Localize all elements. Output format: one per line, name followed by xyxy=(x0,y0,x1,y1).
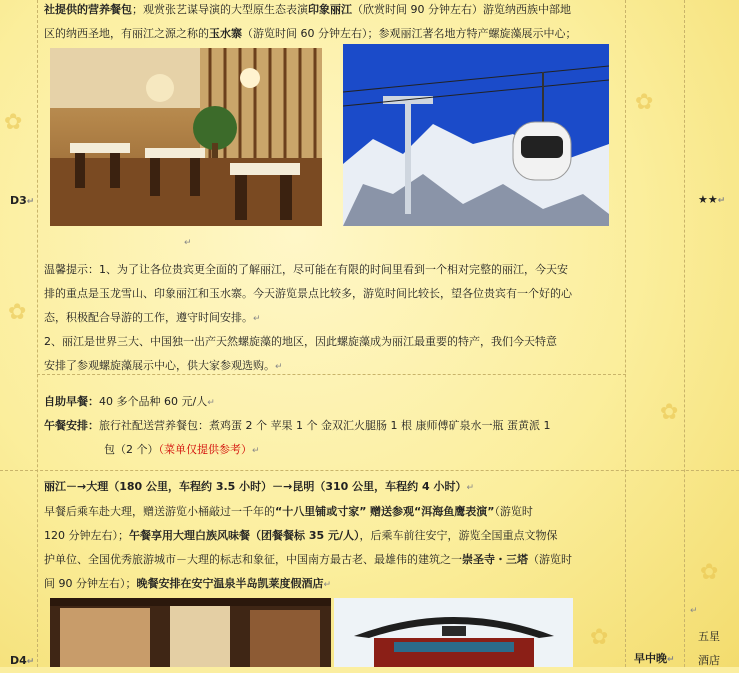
table-border xyxy=(625,0,626,667)
table-border xyxy=(0,470,739,471)
flower-decoration: ✿ xyxy=(660,400,679,425)
table-border xyxy=(684,0,685,667)
table-border xyxy=(37,0,38,667)
flower-decoration: ✿ xyxy=(8,300,27,325)
tip-line-4: 2、丽江是世界三大、中国独一出产天然螺旋藻的地区，因此螺旋藻成为丽江最重要的特产，我们今天特意 xyxy=(44,335,557,348)
restaurant-photo xyxy=(50,48,322,226)
cable-car-photo xyxy=(343,44,609,226)
d4-body-line-2: 120 分钟左右）；午餐享用大理白族风味餐（团餐餐标 35 元/人），后乘车前往安宁，游览全国重点文物保 xyxy=(44,529,558,542)
d4-body-line-1: 早餐后乘车赴大理，赠送游览小桶敲过一千年的“十八里铺或寸家” 赠送参观“洱海鱼鹰表演”（游览时 xyxy=(44,505,533,518)
hotel-level-2: 酒店 xyxy=(698,654,720,667)
meals-included: 早中晚↵ xyxy=(634,652,675,665)
paragraph-mark: ↵ xyxy=(690,606,698,616)
tip-line-5: 安排了参观螺旋藻展示中心，供大家参观选购。↵ xyxy=(44,359,283,372)
tip-line-1: 温馨提示：1、为了让各位贵宾更全面的了解丽江，尽可能在有限的时间里看到一个相对完整的丽江，今天安 xyxy=(44,263,568,276)
hotel-level: 五星 xyxy=(698,630,720,643)
pagoda-gate-photo xyxy=(334,598,573,667)
empty-paragraph-mark: ↵ xyxy=(184,238,192,248)
menu-note: （菜单仅提供参考） xyxy=(158,443,252,456)
d3-intro-line-1: 社提供的营养餐包；观赏张艺谋导演的大型原生态表演印象丽江（欣赏时间 90 分钟左右）游览纳西族中部地 xyxy=(44,3,571,16)
d4-route: 丽江－→大理（180 公里，车程约 3.5 小时）－→昆明（310 公里，车程约 4 小时）↵ xyxy=(44,480,475,493)
flower-decoration: ✿ xyxy=(590,625,609,650)
lunch-line-2: 包（2 个）（菜单仅提供参考）↵ xyxy=(104,443,260,456)
flower-decoration: ✿ xyxy=(635,90,654,115)
hotel-interior-photo xyxy=(50,598,331,667)
day-number: D3↵ xyxy=(10,194,35,207)
tip-line-3: 态，积极配合导游的工作，遵守时间安排。↵ xyxy=(44,311,261,324)
flower-decoration: ✿ xyxy=(4,110,23,135)
d4-body-line-4: 间 90 分钟左右）；晚餐安排在安宁温泉半岛凯莱度假酒店↵ xyxy=(44,577,332,590)
day-number: D4↵ xyxy=(10,654,35,667)
flower-decoration: ✿ xyxy=(700,560,719,585)
lunch-line: 午餐安排：旅行社配送营养餐包：煮鸡蛋 2 个 苹果 1 个 金双汇火腿肠 1 根 康师傅矿泉水一瓶 蛋黄派 1 xyxy=(44,419,551,432)
rating-stars: ★★↵ xyxy=(698,193,726,206)
d4-body-line-3: 护单位、全国优秀旅游城市－大理的标志和象征，中国南方最古老、最雄伟的建筑之一崇圣寺・三塔（游览时 xyxy=(44,553,572,566)
tip-line-2: 排的重点是玉龙雪山、印象丽江和玉水寨。今天游览景点比较多，游览时间比较长，望各位贵宾有一个好的心 xyxy=(44,287,572,300)
d3-intro-line-2: 区的纳西圣地，有丽江之源之称的玉水寨（游览时间 60 分钟左右）；参观丽江著名地方特产螺旋藻展示中心； xyxy=(44,27,577,40)
breakfast-line: 自助早餐：40 多个品种 60 元/人↵ xyxy=(44,395,215,408)
